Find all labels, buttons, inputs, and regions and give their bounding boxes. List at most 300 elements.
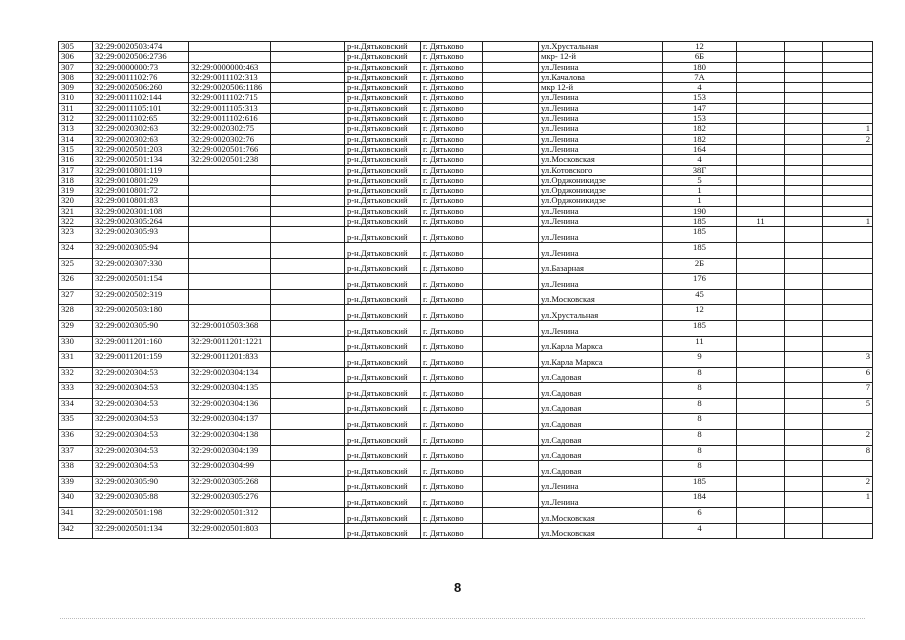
cell-n: 315 <box>59 144 93 154</box>
cell-c7: 2 <box>823 134 873 144</box>
cell-c5 <box>737 492 785 508</box>
cell-dist: р-н.Дятьковский <box>345 134 421 144</box>
table-row <box>59 62 873 72</box>
cell-dist: р-н.Дятьковский <box>345 114 421 124</box>
cell-c1: 32:29:0010801:83 <box>93 196 189 206</box>
cell-house: 6 <box>663 508 737 524</box>
cell-c3 <box>271 175 345 185</box>
cell-c5 <box>737 134 785 144</box>
cell-c1: 32:29:0020305:90 <box>93 320 189 336</box>
cell-city: г. Дятьково <box>421 523 483 539</box>
cell-house: 153 <box>663 114 737 124</box>
cell-n: 341 <box>59 508 93 524</box>
cell-c7: 1 <box>823 217 873 227</box>
cell-dist: р-н.Дятьковский <box>345 83 421 93</box>
cell-c5 <box>737 42 785 52</box>
cell-c7 <box>823 93 873 103</box>
cell-c2 <box>189 186 271 196</box>
table-row <box>59 336 873 352</box>
table-row <box>59 114 873 124</box>
cell-c3 <box>271 383 345 399</box>
cell-c2: 32:29:0011201:833 <box>189 352 271 368</box>
cell-dist: р-н.Дятьковский <box>345 72 421 82</box>
cell-c7 <box>823 305 873 321</box>
cell-c3 <box>271 320 345 336</box>
cell-house: 8 <box>663 367 737 383</box>
cell-c4 <box>483 242 539 258</box>
cell-dist: р-н.Дятьковский <box>345 523 421 539</box>
table-row <box>59 72 873 82</box>
cell-n: 335 <box>59 414 93 430</box>
cell-city: г. Дятьково <box>421 461 483 477</box>
cell-c2: 32:29:0020305:276 <box>189 492 271 508</box>
cell-c7 <box>823 320 873 336</box>
cell-c4 <box>483 430 539 446</box>
cell-n: 306 <box>59 52 93 62</box>
cell-c6 <box>785 305 823 321</box>
cell-c2: 32:29:0020501:312 <box>189 508 271 524</box>
cell-c6 <box>785 62 823 72</box>
cell-c1: 32:29:0010801:119 <box>93 165 189 175</box>
cell-street: ул.Садовая <box>539 445 663 461</box>
cell-c5 <box>737 227 785 243</box>
cell-c6 <box>785 52 823 62</box>
table-row <box>59 352 873 368</box>
cell-street: ул.Ленина <box>539 134 663 144</box>
cell-n: 305 <box>59 42 93 52</box>
cell-street: мкр- 12-й <box>539 52 663 62</box>
cell-c5 <box>737 155 785 165</box>
cell-c6 <box>785 42 823 52</box>
cell-c1: 32:29:0020307:330 <box>93 258 189 274</box>
cell-c3 <box>271 352 345 368</box>
cell-house: 1 <box>663 196 737 206</box>
cell-c4 <box>483 492 539 508</box>
cell-n: 342 <box>59 523 93 539</box>
cell-city: г. Дятьково <box>421 155 483 165</box>
cell-c7 <box>823 42 873 52</box>
cell-n: 314 <box>59 134 93 144</box>
cell-n: 330 <box>59 336 93 352</box>
cell-c7 <box>823 72 873 82</box>
cell-c3 <box>271 398 345 414</box>
cell-c1: 32:29:0020302:63 <box>93 134 189 144</box>
table-row <box>59 289 873 305</box>
cell-house: 8 <box>663 383 737 399</box>
table-row <box>59 320 873 336</box>
cell-c7 <box>823 336 873 352</box>
cell-c1: 32:29:0020302:63 <box>93 124 189 134</box>
cell-c3 <box>271 103 345 113</box>
cell-c7 <box>823 289 873 305</box>
cell-dist: р-н.Дятьковский <box>345 414 421 430</box>
cell-c7: 5 <box>823 398 873 414</box>
cell-city: г. Дятьково <box>421 62 483 72</box>
cell-street: ул.Московская <box>539 155 663 165</box>
cell-house: 182 <box>663 124 737 134</box>
table-row <box>59 165 873 175</box>
cell-street: ул.Ленина <box>539 492 663 508</box>
cell-c7 <box>823 186 873 196</box>
cell-c6 <box>785 196 823 206</box>
table-row <box>59 83 873 93</box>
cell-dist: р-н.Дятьковский <box>345 476 421 492</box>
cell-c1: 32:29:0020501:134 <box>93 523 189 539</box>
cell-c4 <box>483 523 539 539</box>
cell-c2: 32:29:0020304:99 <box>189 461 271 477</box>
cell-c2 <box>189 206 271 216</box>
cell-c1: 32:29:0020501:198 <box>93 508 189 524</box>
cell-dist: р-н.Дятьковский <box>345 274 421 290</box>
cell-c5 <box>737 103 785 113</box>
cell-dist: р-н.Дятьковский <box>345 217 421 227</box>
cell-c1: 32:29:0020304:53 <box>93 430 189 446</box>
cell-c3 <box>271 144 345 154</box>
cell-c2: 32:29:0010503:368 <box>189 320 271 336</box>
cell-c4 <box>483 196 539 206</box>
cell-c1: 32:29:0020305:90 <box>93 476 189 492</box>
cell-c1: 32:29:0020305:88 <box>93 492 189 508</box>
cell-dist: р-н.Дятьковский <box>345 258 421 274</box>
cell-c2 <box>189 52 271 62</box>
table-row <box>59 492 873 508</box>
cell-dist: р-н.Дятьковский <box>345 383 421 399</box>
cell-c7 <box>823 114 873 124</box>
cell-c1: 32:29:0020304:53 <box>93 398 189 414</box>
cell-c5 <box>737 62 785 72</box>
cell-house: 8 <box>663 461 737 477</box>
cell-c1: 32:29:0020503:474 <box>93 42 189 52</box>
cell-c2: 32:29:0011105:313 <box>189 103 271 113</box>
cell-c6 <box>785 83 823 93</box>
cell-c2: 32:29:0020304:139 <box>189 445 271 461</box>
cell-c5 <box>737 445 785 461</box>
cell-n: 321 <box>59 206 93 216</box>
table-row <box>59 186 873 196</box>
cell-city: г. Дятьково <box>421 165 483 175</box>
cell-dist: р-н.Дятьковский <box>345 445 421 461</box>
cell-c3 <box>271 42 345 52</box>
cell-c4 <box>483 508 539 524</box>
property-register-table <box>58 41 873 539</box>
cell-c6 <box>785 186 823 196</box>
cell-n: 337 <box>59 445 93 461</box>
cell-street: ул.Котовского <box>539 165 663 175</box>
cell-c1: 32:29:0020305:264 <box>93 217 189 227</box>
cell-n: 338 <box>59 461 93 477</box>
cell-dist: р-н.Дятьковский <box>345 144 421 154</box>
cell-c6 <box>785 508 823 524</box>
cell-dist: р-н.Дятьковский <box>345 196 421 206</box>
cell-house: 8 <box>663 430 737 446</box>
cell-c3 <box>271 445 345 461</box>
cell-c7 <box>823 165 873 175</box>
cell-c3 <box>271 114 345 124</box>
cell-city: г. Дятьково <box>421 93 483 103</box>
cell-c6 <box>785 523 823 539</box>
cell-city: г. Дятьково <box>421 134 483 144</box>
cell-city: г. Дятьково <box>421 352 483 368</box>
cell-street: ул.Карла Маркса <box>539 352 663 368</box>
table-row <box>59 367 873 383</box>
cell-c2 <box>189 258 271 274</box>
scan-artifact-line <box>60 618 865 620</box>
cell-c4 <box>483 103 539 113</box>
cell-dist: р-н.Дятьковский <box>345 103 421 113</box>
cell-c4 <box>483 114 539 124</box>
cell-street: ул.Московская <box>539 289 663 305</box>
cell-dist: р-н.Дятьковский <box>345 206 421 216</box>
table-row <box>59 445 873 461</box>
cell-c3 <box>271 134 345 144</box>
cell-n: 309 <box>59 83 93 93</box>
table-row <box>59 42 873 52</box>
cell-dist: р-н.Дятьковский <box>345 242 421 258</box>
cell-c4 <box>483 336 539 352</box>
cell-c7: 2 <box>823 476 873 492</box>
cell-city: г. Дятьково <box>421 52 483 62</box>
cell-n: 318 <box>59 175 93 185</box>
cell-c3 <box>271 217 345 227</box>
cell-c6 <box>785 165 823 175</box>
cell-c6 <box>785 398 823 414</box>
cell-city: г. Дятьково <box>421 367 483 383</box>
cell-c4 <box>483 124 539 134</box>
cell-street: ул.Садовая <box>539 414 663 430</box>
cell-c6 <box>785 492 823 508</box>
cell-c6 <box>785 461 823 477</box>
cell-house: 6Б <box>663 52 737 62</box>
cell-c2: 32:29:0011102:715 <box>189 93 271 103</box>
cell-c4 <box>483 155 539 165</box>
cell-city: г. Дятьково <box>421 42 483 52</box>
cell-c5 <box>737 523 785 539</box>
cell-c7 <box>823 52 873 62</box>
cell-street: ул.Орджоникидзе <box>539 196 663 206</box>
cell-c1: 32:29:0020502:319 <box>93 289 189 305</box>
cell-c5 <box>737 242 785 258</box>
cell-house: 12 <box>663 305 737 321</box>
cell-c2: 32:29:0020305:268 <box>189 476 271 492</box>
cell-house: 147 <box>663 103 737 113</box>
cell-house: 4 <box>663 523 737 539</box>
table-row <box>59 93 873 103</box>
cell-house: 185 <box>663 242 737 258</box>
cell-c6 <box>785 320 823 336</box>
cell-c6 <box>785 258 823 274</box>
cell-city: г. Дятьково <box>421 175 483 185</box>
cell-c6 <box>785 367 823 383</box>
table-row <box>59 523 873 539</box>
cell-street: ул.Хрустальная <box>539 42 663 52</box>
cell-house: 5 <box>663 175 737 185</box>
cell-house: 9 <box>663 352 737 368</box>
cell-city: г. Дятьково <box>421 476 483 492</box>
cell-c3 <box>271 72 345 82</box>
cell-n: 332 <box>59 367 93 383</box>
cell-dist: р-н.Дятьковский <box>345 289 421 305</box>
cell-c7 <box>823 103 873 113</box>
cell-c7 <box>823 227 873 243</box>
cell-c3 <box>271 62 345 72</box>
cell-street: ул.Базарная <box>539 258 663 274</box>
cell-c5 <box>737 476 785 492</box>
cell-c4 <box>483 144 539 154</box>
cell-c4 <box>483 72 539 82</box>
cell-house: 185 <box>663 217 737 227</box>
cell-c5 <box>737 289 785 305</box>
cell-city: г. Дятьково <box>421 242 483 258</box>
cell-c6 <box>785 124 823 134</box>
cell-street: ул.Садовая <box>539 461 663 477</box>
cell-c6 <box>785 242 823 258</box>
table-row <box>59 383 873 399</box>
table-row <box>59 217 873 227</box>
cell-c5 <box>737 320 785 336</box>
cell-c4 <box>483 206 539 216</box>
cell-c4 <box>483 258 539 274</box>
cell-n: 316 <box>59 155 93 165</box>
cell-street: ул.Ленина <box>539 274 663 290</box>
table-row <box>59 242 873 258</box>
cell-dist: р-н.Дятьковский <box>345 305 421 321</box>
cell-dist: р-н.Дятьковский <box>345 124 421 134</box>
cell-c3 <box>271 124 345 134</box>
cell-house: 176 <box>663 274 737 290</box>
cell-c5 <box>737 72 785 82</box>
cell-c4 <box>483 93 539 103</box>
cell-c5 <box>737 93 785 103</box>
cell-city: г. Дятьково <box>421 144 483 154</box>
cell-city: г. Дятьково <box>421 492 483 508</box>
cell-c6 <box>785 289 823 305</box>
cell-street: ул.Ленина <box>539 114 663 124</box>
cell-house: 185 <box>663 227 737 243</box>
cell-c2 <box>189 42 271 52</box>
cell-street: ул.Ленина <box>539 217 663 227</box>
cell-c7 <box>823 155 873 165</box>
cell-c5 <box>737 461 785 477</box>
cell-c5 <box>737 508 785 524</box>
cell-c4 <box>483 274 539 290</box>
cell-c2 <box>189 196 271 206</box>
cell-c6 <box>785 175 823 185</box>
cell-c4 <box>483 398 539 414</box>
cell-house: 7А <box>663 72 737 82</box>
cell-c3 <box>271 476 345 492</box>
cell-c5 <box>737 196 785 206</box>
cell-c5 <box>737 124 785 134</box>
cell-house: 12 <box>663 42 737 52</box>
cell-c3 <box>271 523 345 539</box>
cell-c4 <box>483 367 539 383</box>
cell-dist: р-н.Дятьковский <box>345 508 421 524</box>
cell-c7 <box>823 175 873 185</box>
cell-n: 320 <box>59 196 93 206</box>
cell-c6 <box>785 476 823 492</box>
cell-dist: р-н.Дятьковский <box>345 336 421 352</box>
cell-city: г. Дятьково <box>421 445 483 461</box>
cell-house: 1 <box>663 186 737 196</box>
cell-c5 <box>737 274 785 290</box>
cell-c4 <box>483 42 539 52</box>
cell-city: г. Дятьково <box>421 289 483 305</box>
cell-house: 8 <box>663 414 737 430</box>
cell-c1: 32:29:0020506:260 <box>93 83 189 93</box>
table-row <box>59 258 873 274</box>
table-row <box>59 476 873 492</box>
table-row <box>59 124 873 134</box>
cell-c1: 32:29:0010801:29 <box>93 175 189 185</box>
cell-c5 <box>737 83 785 93</box>
cell-dist: р-н.Дятьковский <box>345 52 421 62</box>
cell-street: ул.Садовая <box>539 383 663 399</box>
cell-c3 <box>271 206 345 216</box>
cell-house: 185 <box>663 476 737 492</box>
cell-c4 <box>483 227 539 243</box>
cell-c2 <box>189 165 271 175</box>
cell-c4 <box>483 62 539 72</box>
cell-c6 <box>785 93 823 103</box>
cell-n: 319 <box>59 186 93 196</box>
cell-c6 <box>785 114 823 124</box>
cell-city: г. Дятьково <box>421 414 483 430</box>
cell-c4 <box>483 476 539 492</box>
cell-dist: р-н.Дятьковский <box>345 227 421 243</box>
cell-house: 182 <box>663 134 737 144</box>
cell-house: 11 <box>663 336 737 352</box>
cell-house: 8 <box>663 445 737 461</box>
cell-c3 <box>271 430 345 446</box>
cell-c7 <box>823 523 873 539</box>
cell-c1: 32:29:0020304:53 <box>93 461 189 477</box>
cell-c4 <box>483 305 539 321</box>
cell-city: г. Дятьково <box>421 227 483 243</box>
cell-house: 180 <box>663 62 737 72</box>
cell-c2 <box>189 217 271 227</box>
cell-city: г. Дятьково <box>421 72 483 82</box>
cell-n: 308 <box>59 72 93 82</box>
cell-house: 153 <box>663 93 737 103</box>
cell-dist: р-н.Дятьковский <box>345 175 421 185</box>
cell-c2 <box>189 175 271 185</box>
cell-c5 <box>737 175 785 185</box>
cell-n: 317 <box>59 165 93 175</box>
cell-n: 311 <box>59 103 93 113</box>
cell-c5 <box>737 206 785 216</box>
cell-c7 <box>823 144 873 154</box>
cell-city: г. Дятьково <box>421 383 483 399</box>
cell-street: ул.Ленина <box>539 124 663 134</box>
cell-n: 328 <box>59 305 93 321</box>
cell-street: ул.Хрустальная <box>539 305 663 321</box>
table-row <box>59 274 873 290</box>
cell-n: 336 <box>59 430 93 446</box>
cell-c6 <box>785 217 823 227</box>
cell-c6 <box>785 383 823 399</box>
cell-street: ул.Орджоникидзе <box>539 175 663 185</box>
cell-n: 326 <box>59 274 93 290</box>
cell-city: г. Дятьково <box>421 206 483 216</box>
cell-c2 <box>189 274 271 290</box>
cell-c1: 32:29:0011201:159 <box>93 352 189 368</box>
cell-c3 <box>271 93 345 103</box>
cell-c3 <box>271 336 345 352</box>
cell-c3 <box>271 155 345 165</box>
cell-street: ул.Московская <box>539 523 663 539</box>
cell-c7 <box>823 62 873 72</box>
cell-city: г. Дятьково <box>421 196 483 206</box>
